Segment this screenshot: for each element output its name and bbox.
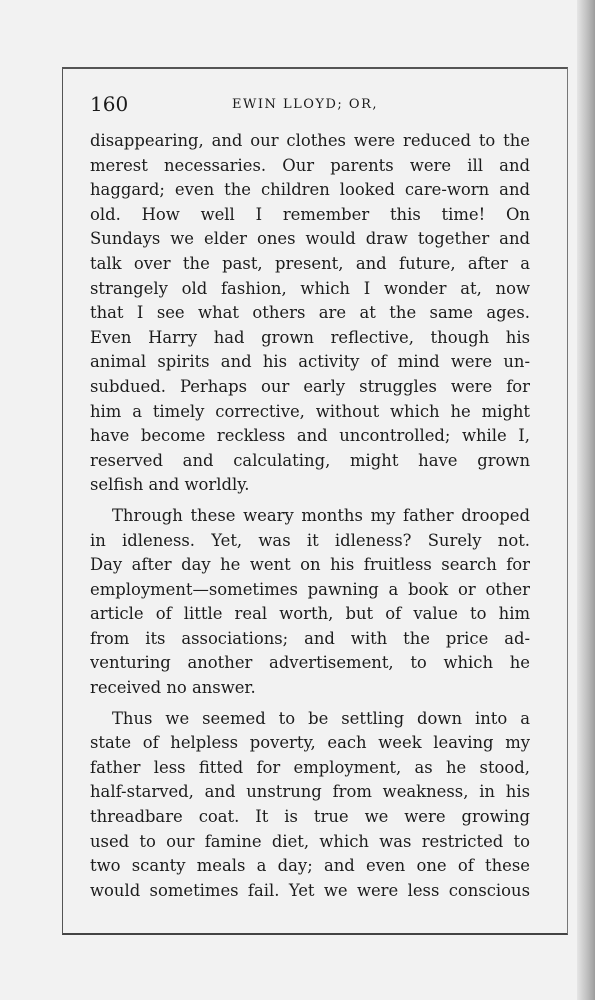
text-line: employment—sometimes pawning a book or other [90, 579, 530, 599]
text-line: selfish and worldly. [90, 475, 250, 495]
text-line: Even Harry had grown reflective, though his [90, 327, 530, 347]
text-line: article of little real worth, but of value to him [90, 604, 530, 624]
paragraph [90, 129, 530, 498]
text-line: reserved and calculating, might have grown [90, 450, 530, 470]
text-line: used to our famine diet, which was restricted to [90, 831, 530, 851]
text-line: have become reckless and uncontrolled; while I, [90, 426, 530, 446]
page-edge-shadow [577, 0, 595, 1000]
paragraph [90, 707, 530, 904]
running-head [90, 92, 530, 120]
text-line: half-starved, and unstrung from weakness, in his [90, 782, 530, 802]
text-line: would sometimes fail. Yet we were less conscious [90, 880, 530, 900]
body-text [90, 129, 530, 903]
text-line: haggard; even the children looked care-worn and [90, 180, 530, 200]
text-line: Day after day he went on his fruitless search for [90, 555, 530, 575]
paragraph [90, 504, 530, 701]
text-line: state of helpless poverty, each week leaving my [90, 733, 530, 753]
text-line: old. How well I remember this time! On [90, 204, 530, 224]
text-line: in idleness. Yet, was it idleness? Surely not. [90, 530, 530, 550]
text-line: from its associations; and with the price ad- [90, 628, 530, 648]
text-line: disappearing, and our clothes were reduced to the [90, 131, 530, 150]
text-line: that I see what others are at the same ages. [90, 303, 530, 323]
text-line: subdued. Perhaps our early struggles were for [90, 376, 530, 396]
text-line: venturing another advertisement, to which he [90, 653, 530, 673]
text-line: him a timely corrective, without which he might [90, 401, 530, 421]
text-line: merest necessaries. Our parents were ill and [90, 155, 530, 175]
running-title: EWIN LLOYD; OR, [232, 97, 379, 112]
text-line: Sundays we elder ones would draw together and [90, 229, 530, 249]
page-number: 160 [90, 92, 129, 116]
text-line: threadbare coat. It is true we were growing [90, 807, 530, 827]
text-line: strangely old fashion, which I wonder at, now [90, 278, 530, 298]
text-line: talk over the past, present, and future, after a [90, 253, 530, 273]
text-line: Through these weary months my father drooped [112, 505, 530, 525]
text-line: two scanty meals a day; and even one of these [90, 856, 530, 876]
text-line: received no answer. [90, 678, 256, 698]
text-line: father less fitted for employment, as he stood, [90, 757, 530, 777]
text-line: animal spirits and his activity of mind were un- [90, 352, 530, 372]
text-line: Thus we seemed to be settling down into a [112, 708, 530, 728]
